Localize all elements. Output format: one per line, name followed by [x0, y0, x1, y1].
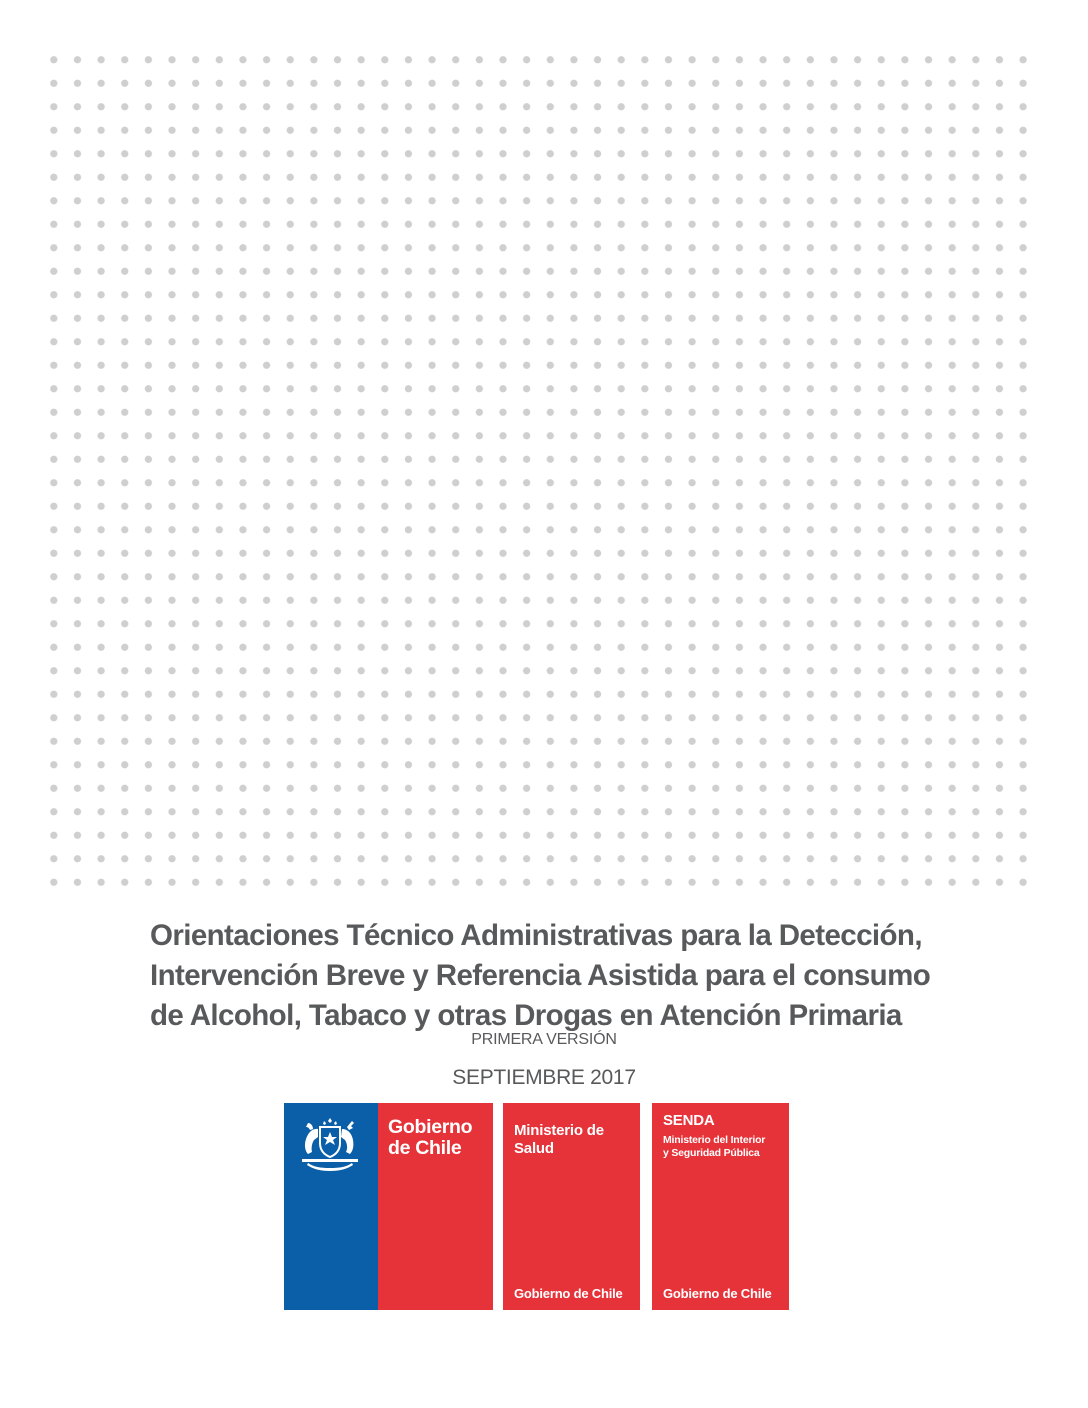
document-title: [150, 916, 970, 1036]
gobierno-line-1: Gobierno: [388, 1116, 473, 1138]
ministerio-de-salud-logo: [503, 1103, 640, 1310]
coat-of-arms-icon: [294, 1115, 366, 1171]
logo-red-panel: [378, 1103, 493, 1310]
publication-date: SEPTIEMBRE 2017: [452, 1066, 636, 1089]
gobierno-line-2: de Chile: [388, 1137, 462, 1159]
senda-name: SENDA: [663, 1112, 715, 1129]
title-line-2: Intervención Breve y Referencia Asistida para el consumo: [150, 959, 931, 992]
minsal-line-1: Ministerio de: [514, 1122, 604, 1139]
title-line-3: de Alcohol, Tabaco y otras Drogas en Atención Primaria: [150, 999, 902, 1032]
minsal-footer: Gobierno de Chile: [514, 1286, 623, 1301]
senda-logo: [652, 1103, 789, 1310]
gobierno-logo-text: [388, 1117, 472, 1159]
minsal-line-2: Salud: [514, 1140, 554, 1157]
senda-sub-line-1: Ministerio del Interior: [663, 1134, 766, 1146]
dot-pattern-background: [42, 48, 1042, 890]
senda-subtitle: [663, 1134, 765, 1159]
gobierno-de-chile-logo: [284, 1103, 493, 1310]
senda-sub-line-2: y Seguridad Pública: [663, 1146, 760, 1159]
version-label: PRIMERA VERSIÓN: [471, 1031, 617, 1048]
logo-blue-panel: [284, 1103, 378, 1310]
minsal-name: [514, 1122, 604, 1158]
title-line-1: Orientaciones Técnico Administrativas para la Detección,: [150, 919, 922, 952]
senda-footer: Gobierno de Chile: [663, 1286, 772, 1301]
